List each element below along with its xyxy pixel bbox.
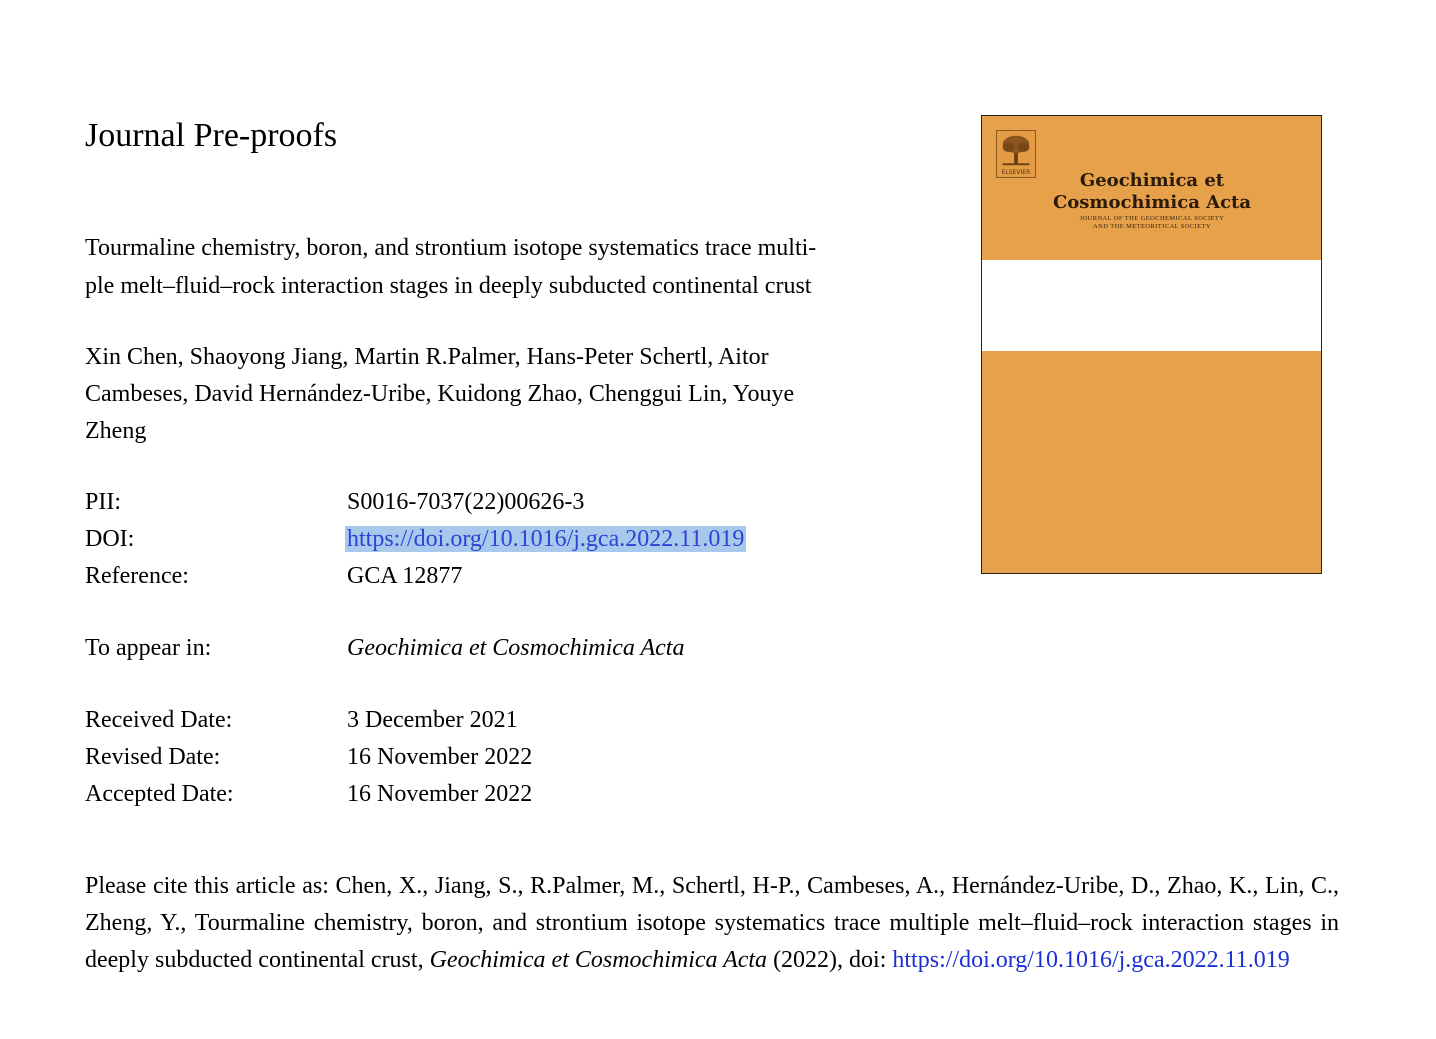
page-title: Journal Pre-proofs [85,117,338,154]
cover-journal-line-2: Cosmochimica Acta [1052,192,1252,213]
journal-cover [981,115,1322,574]
pii-label: PII: [85,489,121,515]
citation-journal: Geochimica et Cosmochimica Acta [429,947,768,973]
elsevier-logo-text: ELSEVIER [1001,169,1031,176]
citation-paragraph [85,868,1339,979]
revised-label: Revised Date: [85,744,221,770]
cover-journal-line-1: Geochimica et [1079,170,1225,191]
cover-bottom-band [982,351,1321,573]
authors-line-2: Cambeses, David Hernández-Uribe, Kuidong Zhao, Chenggui Lin, Youye [85,381,795,407]
received-label: Received Date: [85,707,233,733]
revised-value: 16 November 2022 [347,744,533,770]
authors-line-3: Zheng [85,418,147,444]
cover-subtitle-line-2: AND THE METEORITICAL SOCIETY [1093,223,1211,230]
citation-doi-link[interactable]: https://doi.org/10.1016/j.gca.2022.11.019 [892,947,1290,973]
appear-value: Geochimica et Cosmochimica Acta [347,635,685,661]
received-value: 3 December 2021 [347,707,518,733]
citation-text-1: Please cite this article as: Chen, X., Jiang, S., R.Palmer, M., Schertl, H-P., Cambeses, A., Hernández-Uribe, D., Zhao, K., Lin, C., Zheng, Y., Tourmaline chemistry, boron, and strontium isotope systematics trace multiple melt–fluid–rock interaction stages in deeply subducted continental crust, [85,873,1339,973]
author-list [85,339,935,450]
accepted-label: Accepted Date: [85,781,234,807]
appear-label: To appear in: [85,635,212,661]
authors-line-1: Xin Chen, Shaoyong Jiang, Martin R.Palmer, Hans-Peter Schertl, Aitor [85,344,769,370]
article-title [85,229,945,305]
doi-link[interactable]: https://doi.org/10.1016/j.gca.2022.11.019 [347,526,745,552]
cover-subtitle-line-1: JOURNAL OF THE GEOCHEMICAL SOCIETY [1079,215,1225,222]
pii-value: S0016-7037(22)00626-3 [347,489,585,515]
doi-label: DOI: [85,526,135,552]
tree-icon [997,131,1035,169]
article-title-line-2: ple melt–fluid–rock interaction stages in deeply subducted continental crust [85,273,812,299]
citation-text-2: (2022), doi: [767,947,893,973]
article-title-line-1: Tourmaline chemistry, boron, and strontium isotope systematics trace multi- [85,235,817,261]
cover-journal-title [1022,170,1282,214]
reference-label: Reference: [85,563,189,589]
reference-value: GCA 12877 [347,563,463,589]
accepted-value: 16 November 2022 [347,781,533,807]
cover-subtitle [1022,215,1282,231]
cover-white-band [982,260,1321,351]
